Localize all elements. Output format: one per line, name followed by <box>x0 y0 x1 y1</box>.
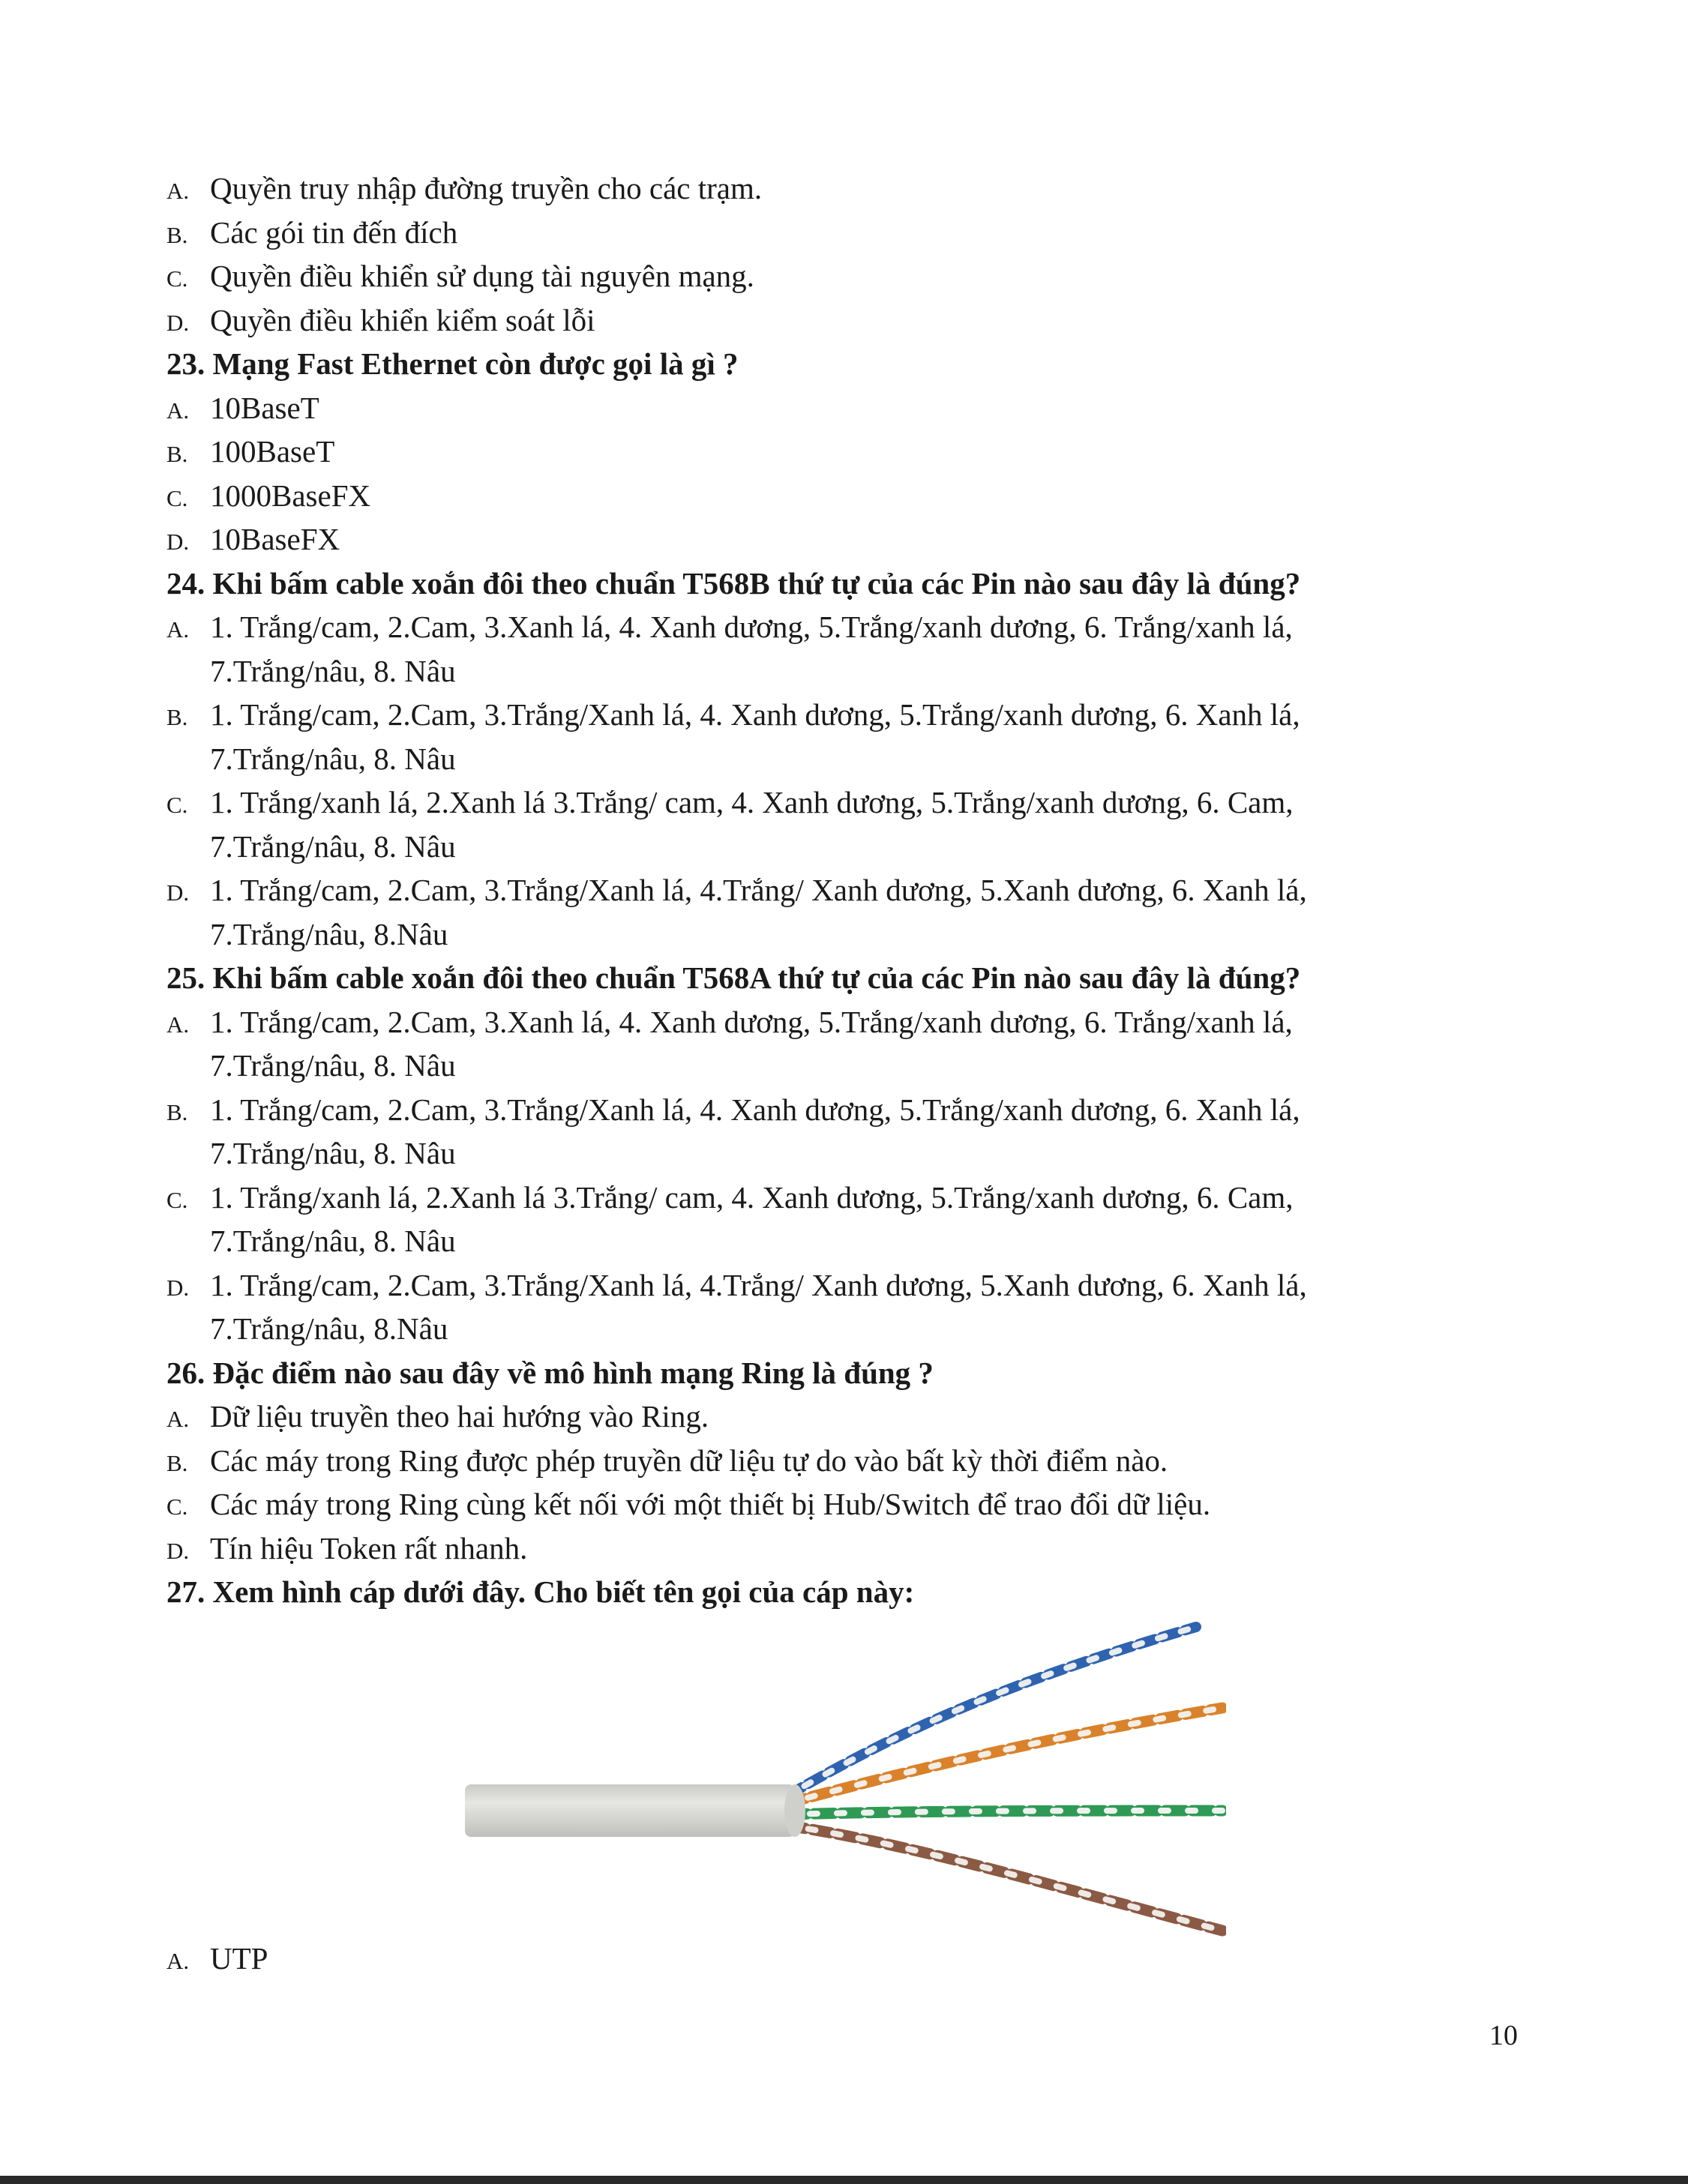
question-heading <box>166 564 1300 603</box>
answer-option <box>166 1090 1300 1132</box>
option-label: D. <box>166 1538 190 1564</box>
answer-option <box>166 520 340 562</box>
utp-cable-image <box>465 1619 1226 1938</box>
question-text: 27. Xem hình cáp dưới đây. Cho biết tên gọi của cáp này: <box>166 1574 915 1609</box>
option-label: A. <box>166 1406 190 1432</box>
option-label: C. <box>166 1493 188 1520</box>
answer-option <box>166 256 754 298</box>
option-label: B. <box>166 1450 188 1476</box>
answer-option <box>166 213 457 255</box>
question-heading <box>166 344 738 383</box>
answer-option <box>166 476 370 518</box>
option-text: 1. Trắng/xanh lá, 2.Xanh lá 3.Trắng/ cam, 4. Xanh dương, 5.Trắng/xanh dương, 6. Cam, <box>210 785 1294 819</box>
option-label: B. <box>166 441 188 467</box>
option-text: 1. Trắng/cam, 2.Cam, 3.Xanh lá, 4. Xanh dương, 5.Trắng/xanh dương, 6. Trắng/xanh lá, <box>210 610 1293 644</box>
answer-option <box>166 1441 1168 1483</box>
question-heading <box>166 958 1300 997</box>
option-text: 10BaseFX <box>210 522 340 556</box>
option-text: Các máy trong Ring được phép truyền dữ liệu tự do vào bất kỳ thời điểm nào. <box>210 1443 1168 1478</box>
option-text: 7.Trắng/nâu, 8. Nâu <box>210 1048 456 1083</box>
option-text: Các gói tin đến đích <box>210 215 458 250</box>
answer-option <box>166 169 762 211</box>
option-label: C. <box>166 792 188 818</box>
option-label: A. <box>166 616 190 643</box>
option-text: 1. Trắng/xanh lá, 2.Xanh lá 3.Trắng/ cam, 4. Xanh dương, 5.Trắng/xanh dương, 6. Cam, <box>210 1180 1294 1215</box>
option-label: A. <box>166 1011 190 1038</box>
option-text: 100BaseT <box>210 434 335 469</box>
option-text: 7.Trắng/nâu, 8. Nâu <box>210 1224 456 1258</box>
option-label: C. <box>166 265 188 292</box>
option-label: A. <box>166 178 190 204</box>
option-text: 7.Trắng/nâu, 8. Nâu <box>210 1136 456 1170</box>
question-text: 25. Khi bấm cable xoắn đôi theo chuẩn T568A thứ tự của các Pin nào sau đây là đúng? <box>166 960 1301 995</box>
option-text: 1. Trắng/cam, 2.Cam, 3.Trắng/Xanh lá, 4.Trắng/ Xanh dương, 5.Xanh dương, 6. Xanh lá, <box>210 873 1307 907</box>
option-continuation <box>210 652 456 691</box>
answer-option <box>166 1266 1307 1308</box>
option-text: 1000BaseFX <box>210 478 371 513</box>
answer-option <box>166 432 334 474</box>
final-option <box>166 1939 268 1981</box>
answer-option <box>166 1529 527 1571</box>
option-text: Quyền truy nhập đường truyền cho các trạm. <box>210 171 763 205</box>
option-text: 7.Trắng/nâu, 8. Nâu <box>210 741 456 776</box>
option-text: 7.Trắng/nâu, 8. Nâu <box>210 829 456 864</box>
option-label: C. <box>166 1187 188 1213</box>
option-text: Tín hiệu Token rất nhanh. <box>210 1531 528 1565</box>
option-label: A. <box>166 1948 190 1974</box>
option-continuation <box>210 1134 456 1173</box>
option-text: Các máy trong Ring cùng kết nối với một thiết bị Hub/Switch để trao đổi dữ liệu. <box>210 1487 1211 1521</box>
option-label: D. <box>166 310 190 336</box>
option-text: 10BaseT <box>210 391 319 425</box>
answer-option <box>166 695 1300 737</box>
option-text: Quyền điều khiển kiểm soát lỗi <box>210 303 595 337</box>
option-text: 7.Trắng/nâu, 8.Nâu <box>210 1311 448 1346</box>
option-text: Quyền điều khiển sử dụng tài nguyên mạng. <box>210 259 754 293</box>
cable-pairs <box>787 1627 1222 1931</box>
answer-option <box>166 1484 1210 1526</box>
question-heading <box>166 1572 914 1611</box>
answer-option <box>166 301 595 343</box>
option-continuation <box>210 739 456 778</box>
answer-option <box>166 1178 1294 1220</box>
option-text: 1. Trắng/cam, 2.Cam, 3.Xanh lá, 4. Xanh dương, 5.Trắng/xanh dương, 6. Trắng/xanh lá, <box>210 1005 1293 1039</box>
option-label: B. <box>166 704 188 730</box>
option-label: D. <box>166 1275 190 1301</box>
answer-option <box>166 388 319 430</box>
page-number: 10 <box>1489 2020 1518 2051</box>
question-text: 24. Khi bấm cable xoắn đôi theo chuẩn T568B thứ tự của các Pin nào sau đây là đúng? <box>166 566 1301 601</box>
answer-option <box>166 1002 1293 1044</box>
answer-option <box>166 783 1294 825</box>
option-text: 1. Trắng/cam, 2.Cam, 3.Trắng/Xanh lá, 4.Trắng/ Xanh dương, 5.Xanh dương, 6. Xanh lá, <box>210 1268 1307 1302</box>
option-text: 1. Trắng/cam, 2.Cam, 3.Trắng/Xanh lá, 4. Xanh dương, 5.Trắng/xanh dương, 6. Xanh lá, <box>210 697 1300 732</box>
option-text: 7.Trắng/nâu, 8.Nâu <box>210 917 448 951</box>
option-continuation <box>210 1221 456 1260</box>
question-text: 23. Mạng Fast Ethernet còn được gọi là gì ? <box>166 346 739 381</box>
option-text: 1. Trắng/cam, 2.Cam, 3.Trắng/Xanh lá, 4. Xanh dương, 5.Trắng/xanh dương, 6. Xanh lá, <box>210 1092 1300 1127</box>
cable-jacket <box>465 1784 795 1837</box>
option-label: A. <box>166 397 190 424</box>
option-label: C. <box>166 485 188 511</box>
question-heading <box>166 1353 934 1392</box>
option-text: 7.Trắng/nâu, 8. Nâu <box>210 654 456 688</box>
option-label: B. <box>166 1099 188 1125</box>
option-label: D. <box>166 879 190 906</box>
answer-option <box>166 870 1307 912</box>
option-label: B. <box>166 222 188 248</box>
option-continuation <box>210 1309 448 1348</box>
option-continuation <box>210 1046 456 1085</box>
option-text: UTP <box>210 1941 268 1976</box>
bottom-border <box>0 2176 1688 2184</box>
answer-option <box>166 607 1293 649</box>
option-continuation <box>210 915 448 954</box>
option-text: Dữ liệu truyền theo hai hướng vào Ring. <box>210 1399 709 1434</box>
option-continuation <box>210 827 456 866</box>
answer-option <box>166 1397 709 1439</box>
question-text: 26. Đặc điểm nào sau đây về mô hình mạng Ring là đúng ? <box>166 1356 934 1390</box>
option-label: D. <box>166 529 190 555</box>
